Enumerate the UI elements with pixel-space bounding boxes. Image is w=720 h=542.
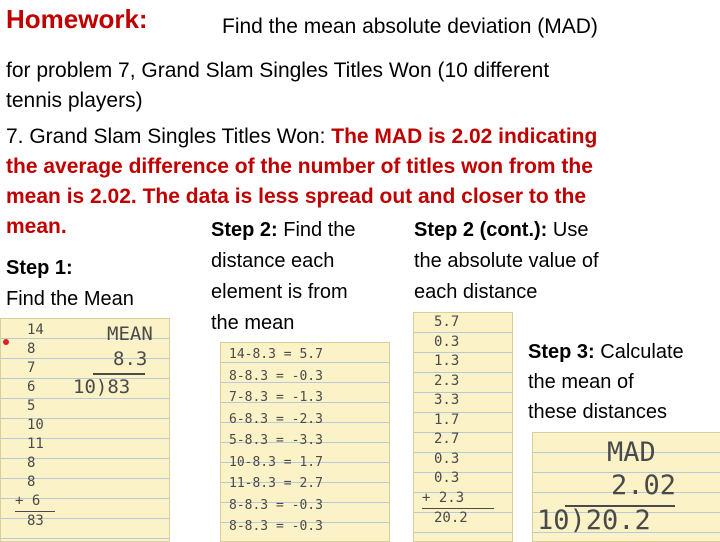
intro-text [6, 12, 716, 116]
abs-value: 0.3 [434, 333, 460, 350]
abs-value: 5.7 [434, 314, 460, 330]
data-value: 8 [27, 455, 36, 471]
abs-value: 2.3 [434, 372, 460, 389]
step-2-text-3: element is from [211, 281, 348, 303]
question-7-prefix: 7. Grand Slam Singles Titles Won: [6, 125, 326, 148]
step-2-cont-text-2: the absolute value of [414, 250, 599, 272]
mad-answer-1: The MAD is 2.02 indicating [331, 125, 598, 148]
handwritten-data-paper [0, 318, 170, 542]
step-2-cont-text-1: Use [552, 219, 589, 241]
step-2-cont [414, 215, 599, 308]
data-value: 11 [27, 436, 44, 452]
data-value: 8 [27, 341, 36, 357]
step-3-text-3: these distances [528, 401, 667, 423]
abs-value: 2.7 [434, 431, 460, 447]
data-value: 10 [27, 417, 44, 433]
step-1 [6, 253, 134, 315]
mad-answer-4: mean. [6, 215, 67, 238]
distance-item: 5-8.3 = -3.3 [229, 433, 323, 448]
step-2-text-2: distance each [211, 250, 335, 272]
step-3-text-1: Calculate [600, 341, 684, 363]
step-2-cont-label: Step 2 (cont.): [414, 219, 548, 241]
abs-value: 0.3 [434, 450, 460, 467]
step-2-label: Step 2: [211, 219, 278, 241]
intro-line-2: for problem 7, Grand Slam Singles Titles Won (10 different [6, 59, 550, 82]
distance-item: 11-8.3 = 2.7 [229, 476, 323, 491]
abs-value: 3.3 [434, 392, 460, 408]
distance-item: 8-8.3 = -0.3 [229, 519, 323, 534]
intro-line-1: Find the mean absolute deviation (MAD) [222, 15, 598, 38]
data-value: 6 [27, 379, 36, 395]
step-2-cont-text-3: each distance [414, 281, 538, 303]
handwritten-distances-paper [220, 342, 390, 542]
homework-title: Homework: [6, 4, 148, 34]
abs-list [422, 313, 494, 529]
mad-division: 10)20.2 [537, 505, 651, 536]
mad-answer-2: the average difference of the number of titles won from the [6, 155, 593, 178]
data-value: + 6 [15, 492, 55, 512]
data-value: 5 [27, 398, 36, 414]
distance-item: 10-8.3 = 1.7 [229, 454, 323, 470]
handwritten-mad-paper [532, 432, 720, 542]
data-value: 8 [27, 474, 36, 490]
data-list [15, 321, 55, 531]
step-2-text-4: the mean [211, 312, 295, 334]
abs-value: 1.7 [434, 411, 460, 428]
step-3-label: Step 3: [528, 341, 595, 363]
distance-item: 6-8.3 = -2.3 [229, 411, 323, 427]
handwritten-abs-paper [413, 312, 513, 542]
abs-value: + 2.3 [422, 489, 494, 510]
intro-line-3: tennis players) [6, 89, 143, 112]
step-1-text: Find the Mean [6, 288, 134, 310]
abs-sum: 20.2 [434, 510, 468, 526]
abs-value: 1.3 [434, 353, 460, 369]
question-7 [6, 122, 718, 242]
data-value: 14 [27, 322, 44, 338]
mean-division: 10)83 [73, 376, 131, 398]
distance-list [229, 344, 323, 538]
step-2-text-1: Find the [283, 219, 356, 241]
data-value: 7 [27, 360, 36, 376]
distance-item: 8-8.3 = -0.3 [229, 497, 323, 513]
abs-value: 0.3 [434, 470, 460, 486]
distance-item: 7-8.3 = -1.3 [229, 390, 323, 405]
red-mark [3, 339, 9, 345]
distance-item: 14-8.3 = 5.7 [229, 347, 323, 362]
division-bar [93, 373, 145, 375]
mad-answer-3: mean is 2.02. The data is less spread out and closer to the [6, 185, 587, 208]
step-3-text-2: the mean of [528, 371, 634, 393]
step-2 [211, 215, 356, 339]
mad-value: 2.02 [611, 470, 677, 501]
distance-item: 8-8.3 = -0.3 [229, 368, 323, 384]
data-sum: 83 [27, 513, 44, 529]
mean-value: 8.3 [113, 348, 148, 370]
mean-label: MEAN [107, 323, 153, 345]
step-3 [528, 337, 684, 427]
step-1-label: Step 1: [6, 257, 73, 279]
mad-label: MAD [607, 437, 656, 468]
